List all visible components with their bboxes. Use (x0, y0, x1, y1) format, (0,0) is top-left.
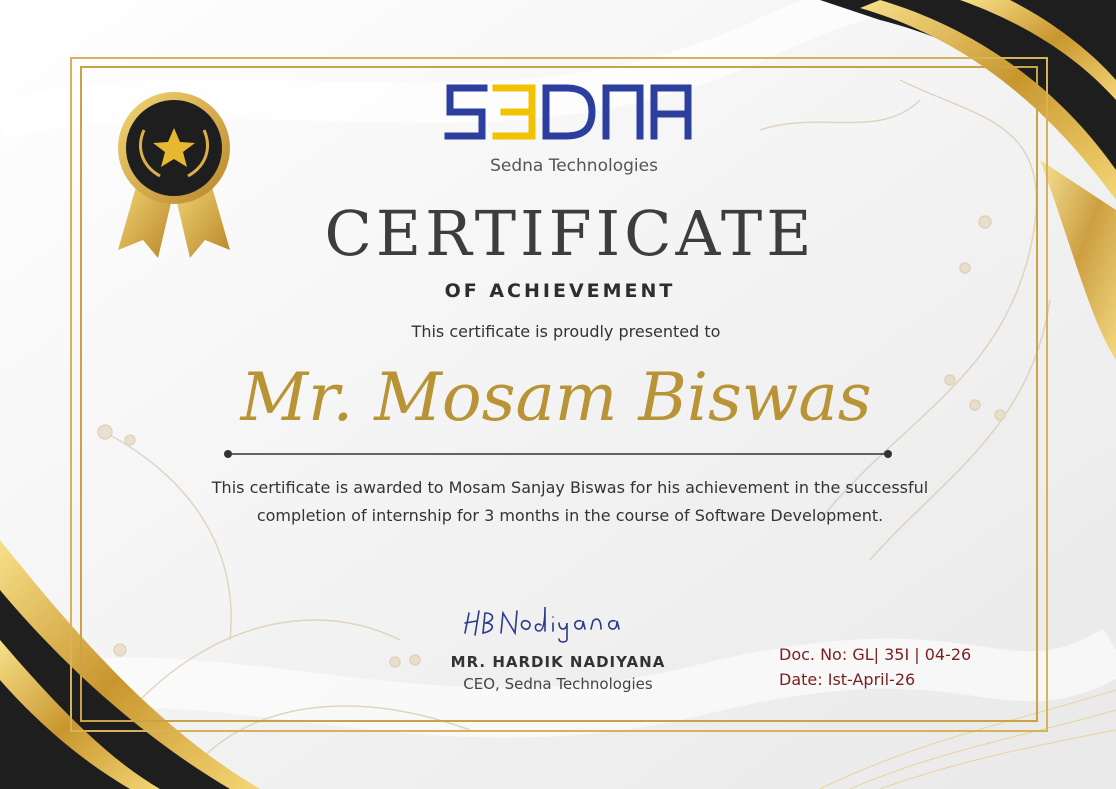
certificate-subtitle: OF ACHIEVEMENT (444, 280, 676, 302)
document-number: Doc. No: GL| 35I | 04-26 (779, 645, 972, 664)
certificate-title: CERTIFICATE (324, 197, 816, 270)
name-divider (223, 449, 893, 459)
presented-to-text: This certificate is proudly presented to (411, 322, 721, 341)
description-line-1: This certificate is awarded to Mosam Sanjay Biswas for his achievement in the successful (211, 478, 929, 497)
description-line-2: completion of internship for 3 months in the course of Software Development. (256, 506, 884, 525)
handwritten-signature (455, 595, 675, 645)
company-name: Sedna Technologies (490, 156, 658, 176)
company-logo (444, 82, 694, 142)
recipient-name: Mr. Mosam Biswas (240, 359, 872, 436)
signer-name: MR. HARDIK NADIYANA (450, 653, 666, 671)
signer-role: CEO, Sedna Technologies (463, 675, 653, 693)
star-medal-icon (108, 90, 240, 260)
certificate-description (150, 474, 990, 530)
document-date: Date: Ist-April-26 (779, 670, 916, 689)
